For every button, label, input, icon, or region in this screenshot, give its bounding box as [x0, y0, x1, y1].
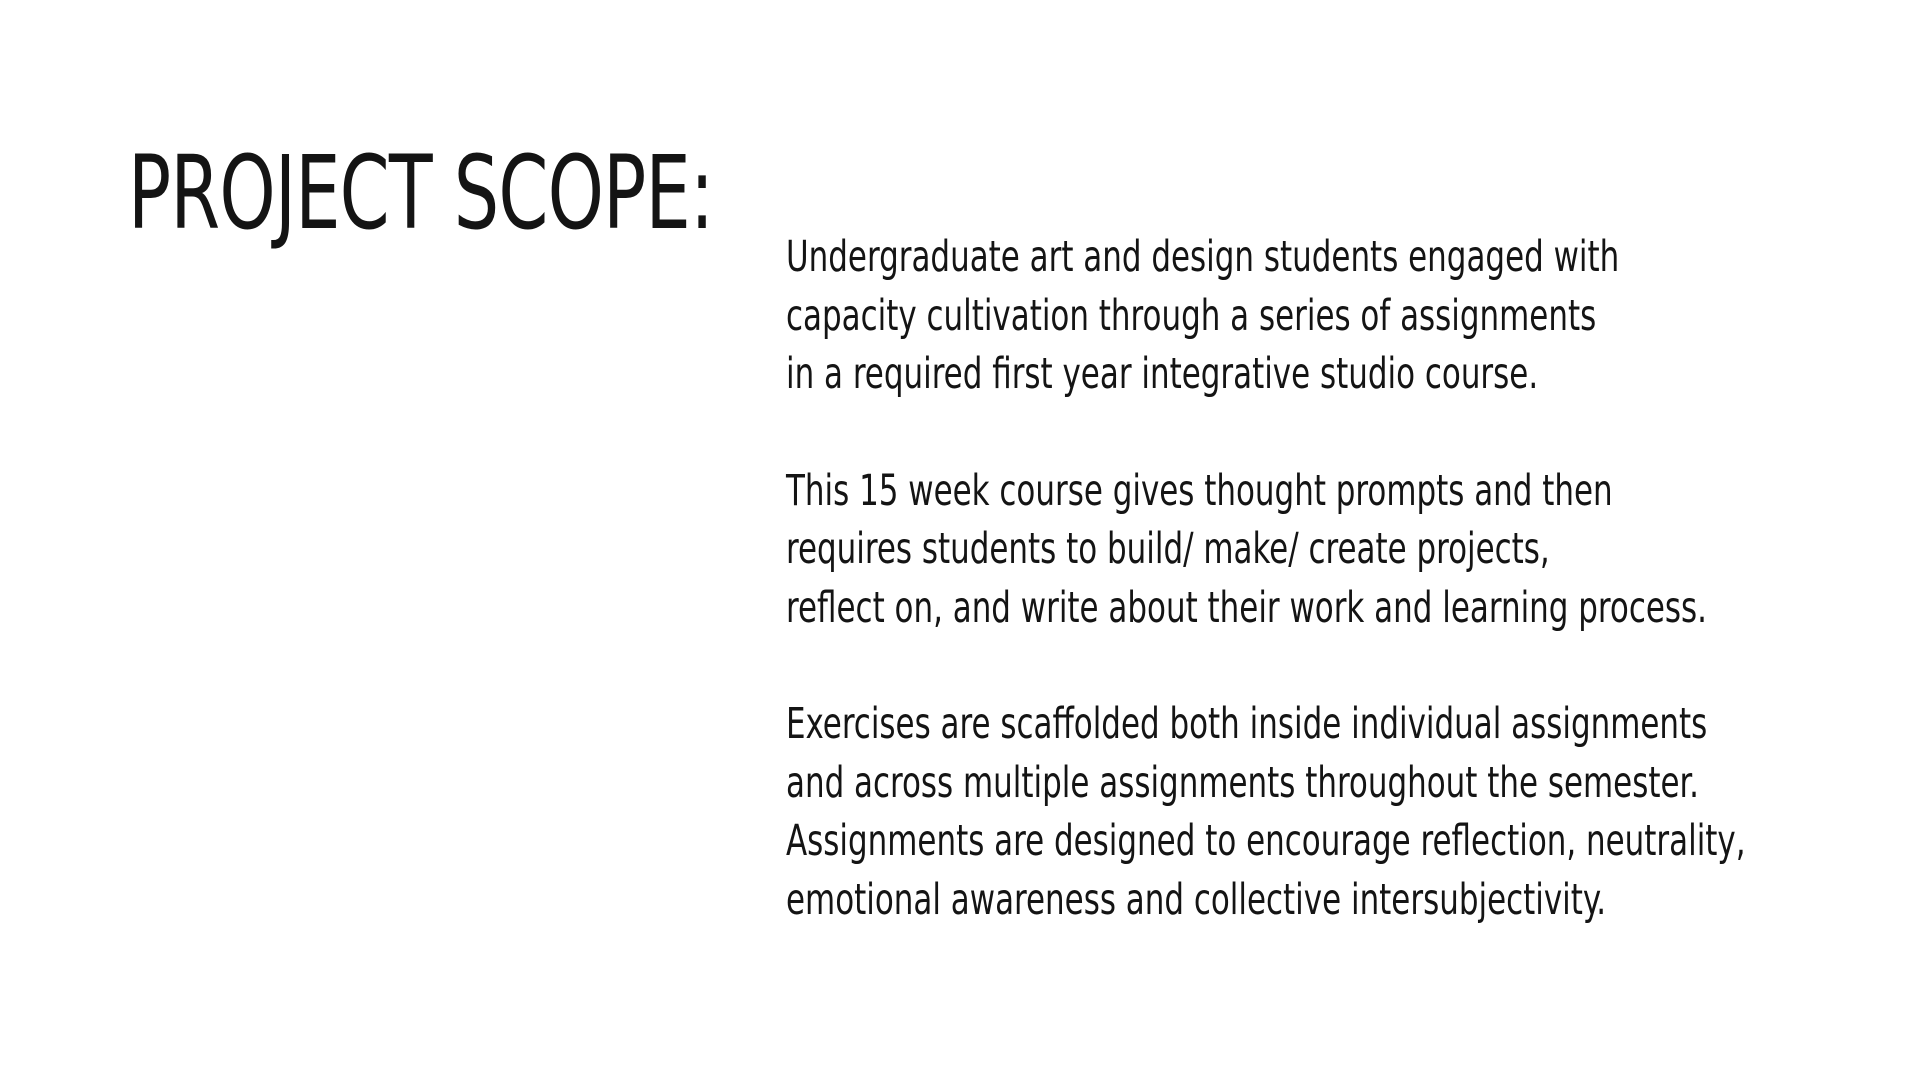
paragraph-line: reflect on, and write about their work and learning process.: [786, 582, 1707, 633]
paragraph-line: and across multiple assignments throughout the semester.: [786, 757, 1699, 808]
paragraph-line: Undergraduate art and design students engaged with: [786, 232, 1620, 282]
paragraph-line: emotional awareness and collective intersubjectivity.: [786, 874, 1607, 925]
paragraph-line: This 15 week course gives thought prompts and then: [786, 465, 1613, 516]
slide-title: PROJECT SCOPE:: [128, 134, 714, 253]
paragraph-1: [786, 228, 1836, 404]
paragraph-line: requires students to build/ make/ create projects,: [786, 524, 1550, 574]
paragraph-3: [786, 695, 1836, 929]
paragraph-line: Exercises are scaffolded both inside individual assignments: [786, 699, 1708, 749]
paragraph-line: capacity cultivation through a series of assignments: [786, 290, 1597, 341]
paragraph-line: Assignments are designed to encourage reflection, neutrality,: [786, 816, 1746, 866]
paragraph-2: [786, 462, 1836, 638]
slide-body: [786, 228, 1836, 987]
paragraph-line: in a required first year integrative studio course.: [786, 349, 1539, 399]
